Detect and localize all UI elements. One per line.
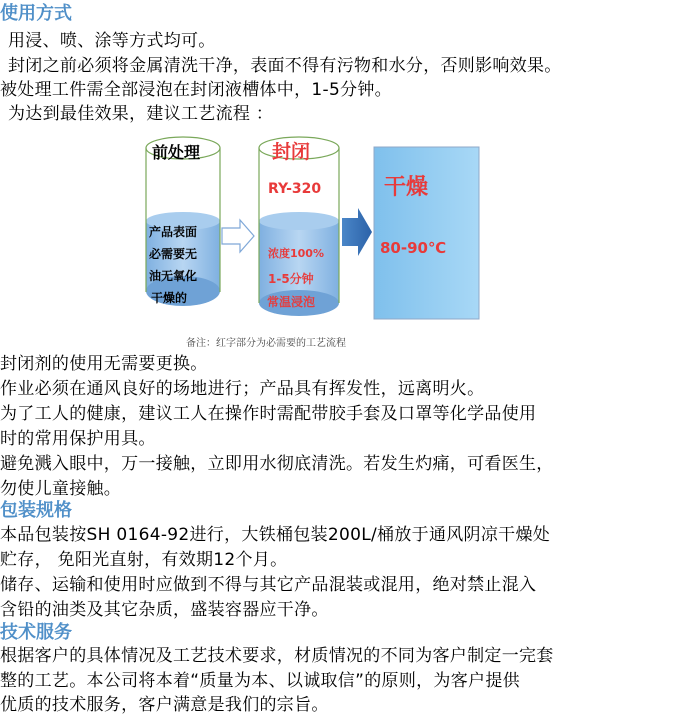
stage2-title: 封闭	[272, 141, 311, 163]
usage-heading: 使用方式	[0, 3, 72, 24]
usage-line-2: 封闭之前必须将金属清洗干净，表面不得有污物和水分，否则影响效果。	[8, 56, 562, 76]
packaging-heading: 包装规格	[0, 500, 72, 521]
caution-line-6: 勿使儿童接触。	[0, 479, 122, 499]
packaging-line-2: 贮存， 免阳光直射，有效期12个月。	[0, 550, 288, 570]
usage-line-4: 为达到最佳效果，建议工艺流程 ：	[8, 104, 274, 124]
stage3-title: 干燥	[384, 175, 429, 200]
service-line-2: 整的工艺。本公司将本着“质量为本、以诚取信”的原则，为客户提供	[0, 671, 520, 691]
packaging-line-1: 本品包装按SH 0164-92进行，大铁桶包装200L/桶放于通风阴凉干燥处	[0, 525, 551, 545]
diagram-note: 备注：红字部分为必需要的工艺流程	[186, 338, 346, 349]
caution-line-2: 作业必须在通风良好的场地进行；产品具有挥发性，远离明火。	[0, 379, 485, 399]
stage1-text-2: 必需要无	[149, 247, 198, 261]
packaging-line-3: 储存、运输和使用时应做到不得与其它产品混装或混用，绝对禁止混入	[0, 575, 537, 595]
service-heading: 技术服务	[0, 622, 72, 643]
stage1-text-3: 油无氧化	[149, 269, 198, 283]
arrow-2-icon	[342, 208, 372, 256]
caution-line-4: 时的常用保护用具。	[0, 429, 156, 449]
stage1-title: 前处理	[152, 143, 201, 162]
stage3-temperature: 80-90℃	[380, 239, 447, 257]
stage3-dry-box	[374, 147, 479, 319]
packaging-line-4: 含铅的油类及其它杂质，盛装容器应干净。	[0, 600, 329, 620]
caution-line-5: 避免溅入眼中，万一接触，立即用水彻底清洗。若发生灼痛，可看医生，	[0, 454, 554, 474]
stage1-text-4: 干燥的	[151, 291, 188, 305]
stage2-text-1: 浓度100%	[268, 247, 324, 260]
service-line-3: 优质的技术服务，客户满意是我们的宗旨。	[0, 695, 329, 715]
stage2-text-3: 常温浸泡	[267, 295, 316, 309]
stage2-cylinder	[259, 137, 339, 316]
stage2-text-2: 1-5分钟	[268, 272, 314, 286]
stage2-product: RY-320	[268, 181, 322, 197]
arrow-1-icon	[222, 220, 254, 252]
service-line-1: 根据客户的具体情况及工艺技术要求，材质情况的不同为客户制定一完套	[0, 646, 554, 666]
caution-line-3: 为了工人的健康，建议工人在操作时需配带胶手套及口罩等化学品使用	[0, 404, 537, 424]
stage1-text-1: 产品表面	[149, 225, 198, 239]
caution-line-1: 封闭剂的使用无需要更换。	[0, 354, 208, 374]
usage-line-3: 被处理工件需全部浸泡在封闭液槽体中，1-5分钟。	[0, 80, 392, 100]
usage-line-1: 用浸、喷、涂等方式均可。	[8, 31, 216, 51]
